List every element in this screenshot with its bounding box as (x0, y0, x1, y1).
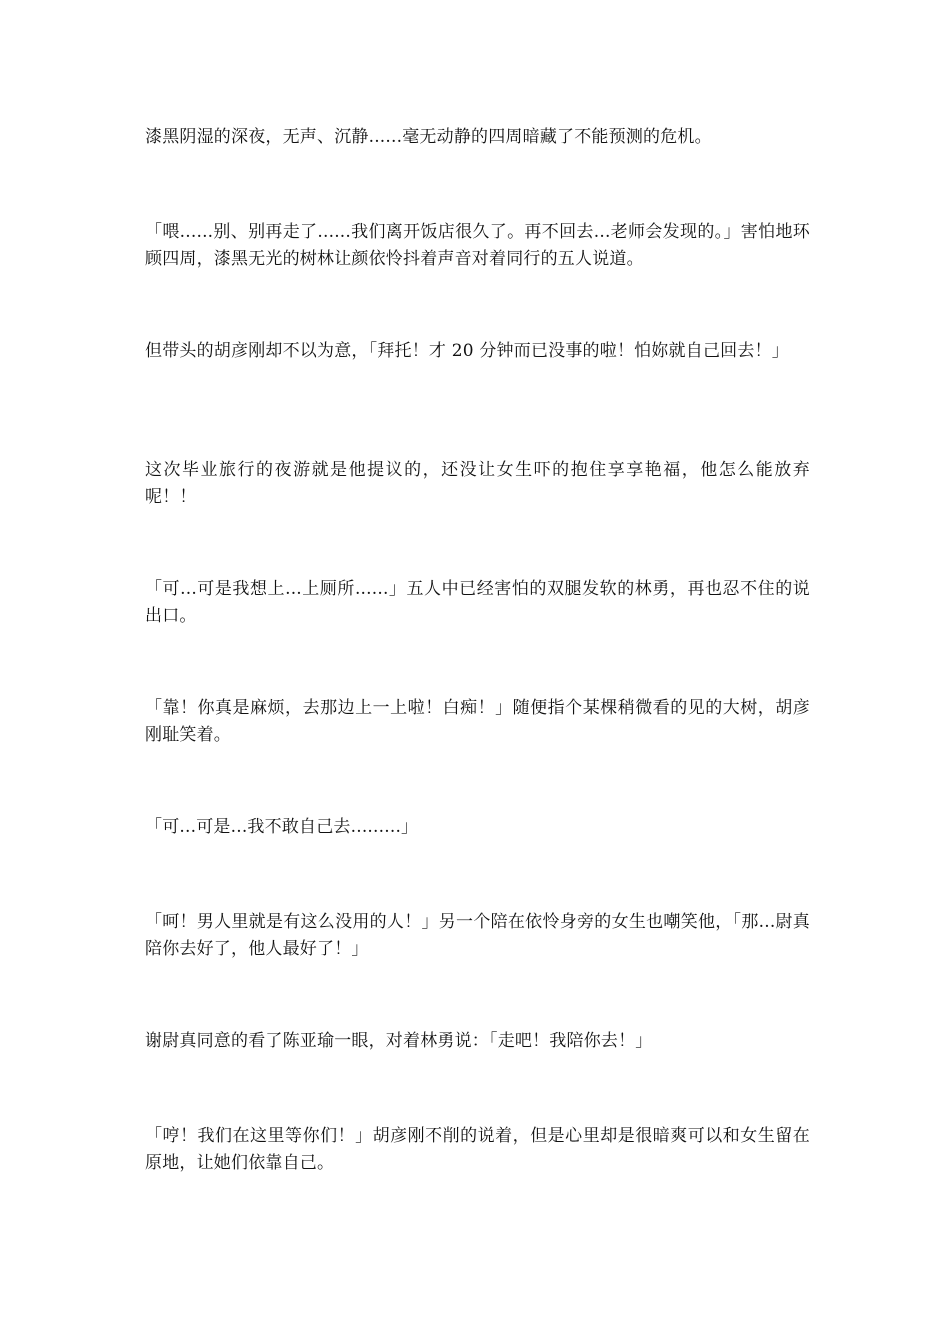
paragraph: 这次毕业旅行的夜游就是他提议的，还没让女生吓的抱住享享艳福，他怎么能放弃呢！！ (145, 460, 810, 507)
paragraph: 「哼！我们在这里等你们！」胡彦刚不削的说着，但是心里却是很暗爽可以和女生留在原地，让她们依靠自己。 (145, 1126, 810, 1173)
paragraph: 但带头的胡彦刚却不以为意，「拜托！才 20 分钟而已没事的啦！怕妳就自己回去！」 (145, 341, 789, 361)
paragraph: 「可...可是我想上...上厕所......」五人中已经害怕的双腿发软的林勇，再也忍不住的说出口。 (145, 579, 810, 626)
paragraph: 「喂......别、别再走了......我们离开饭店很久了。再不回去...老师会发现的。」害怕地环顾四周，漆黑无光的树林让颜依怜抖着声音对着同行的五人说道。 (145, 222, 810, 269)
paragraph: 「呵！男人里就是有这么没用的人！」另一个陪在依怜身旁的女生也嘲笑他，「那...尉真陪你去好了，他人最好了！」 (145, 912, 810, 959)
paragraph: 「靠！你真是麻烦，去那边上一上啦！白痴！」随便指个某棵稍微看的见的大树，胡彦刚耻笑着。 (145, 698, 810, 745)
paragraph: 谢尉真同意的看了陈亚瑜一眼，对着林勇说：「走吧！我陪你去！」 (145, 1031, 653, 1051)
paragraph: 漆黑阴湿的深夜，无声、沉静......毫无动静的四周暗藏了不能预测的危机。 (145, 127, 712, 147)
paragraph: 「可...可是...我不敢自己去.........」 (145, 817, 419, 837)
